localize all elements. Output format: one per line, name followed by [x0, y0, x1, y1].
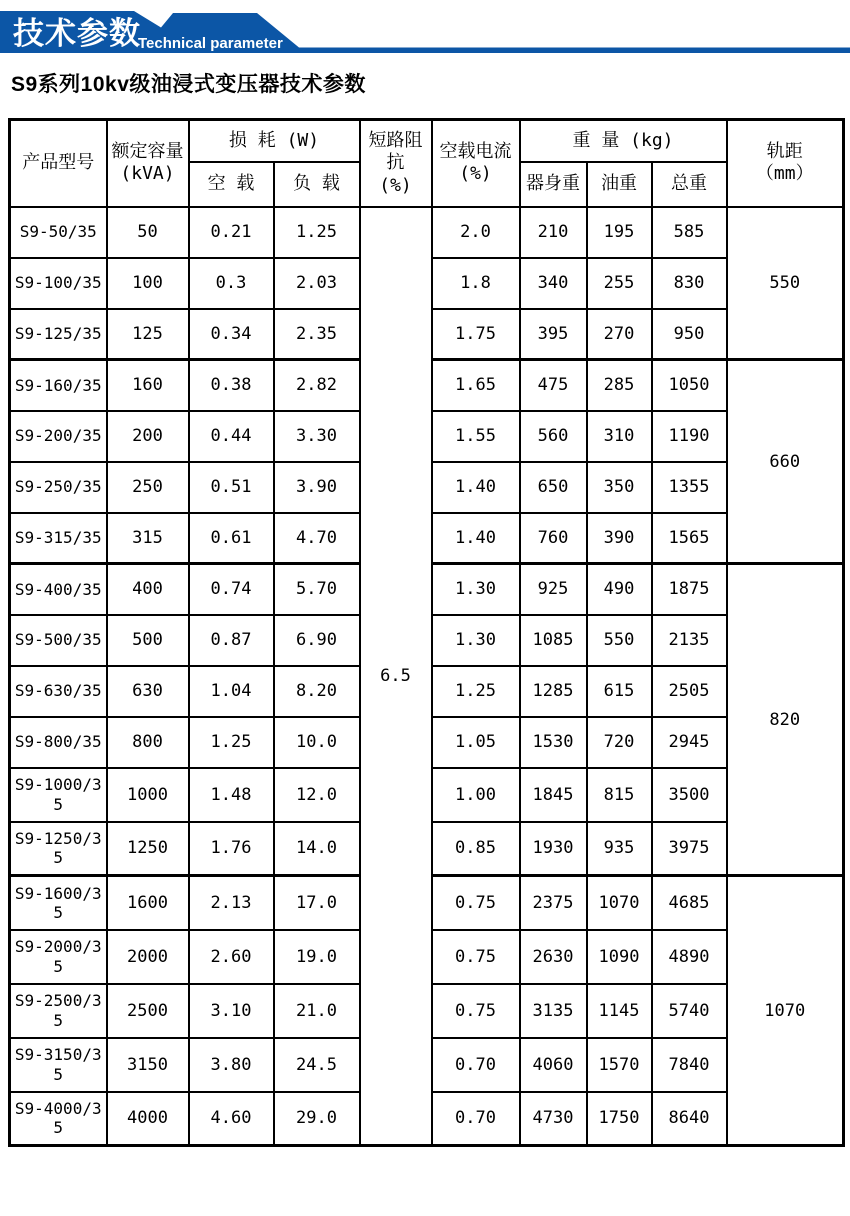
- cell-capacity: 1600: [107, 876, 189, 930]
- parameters-table: [8, 118, 845, 1147]
- cell-model: S9-400/35: [10, 564, 107, 615]
- cell-total-weight: 1050: [652, 360, 727, 411]
- cell-oil-weight: 1145: [587, 984, 652, 1038]
- cell-load-loss: 3.30: [274, 411, 360, 462]
- header-gauge-line1: 轨距: [766, 140, 803, 162]
- cell-model: S9-1600/35: [10, 876, 107, 930]
- header-gauge-line2: （mm）: [755, 163, 814, 185]
- cell-body-weight: 340: [520, 258, 587, 309]
- cell-current: 0.70: [432, 1038, 520, 1092]
- cell-model: S9-160/35: [10, 360, 107, 411]
- cell-no-load-loss: 3.10: [189, 984, 274, 1038]
- header-no-load-current-line2: (%): [459, 163, 492, 185]
- cell-current: 2.0: [432, 207, 520, 258]
- cell-oil-weight: 490: [587, 564, 652, 615]
- cell-total-weight: 1190: [652, 411, 727, 462]
- header-gauge: [727, 120, 844, 207]
- cell-total-weight: 4890: [652, 930, 727, 984]
- header-total-weight: 总重: [652, 162, 727, 207]
- cell-model: S9-50/35: [10, 207, 107, 258]
- cell-total-weight: 7840: [652, 1038, 727, 1092]
- cell-body-weight: 560: [520, 411, 587, 462]
- header-no-load-current: [432, 120, 520, 207]
- cell-no-load-loss: 0.44: [189, 411, 274, 462]
- cell-oil-weight: 720: [587, 717, 652, 768]
- cell-total-weight: 2135: [652, 615, 727, 666]
- cell-model: S9-1250/35: [10, 822, 107, 876]
- table-header: [10, 120, 844, 207]
- cell-body-weight: 1530: [520, 717, 587, 768]
- cell-body-weight: 1085: [520, 615, 587, 666]
- cell-load-loss: 3.90: [274, 462, 360, 513]
- header-short-circuit-line2: 抗: [386, 152, 405, 173]
- cell-capacity: 1250: [107, 822, 189, 876]
- cell-total-weight: 1565: [652, 513, 727, 564]
- cell-load-loss: 4.70: [274, 513, 360, 564]
- cell-capacity: 630: [107, 666, 189, 717]
- cell-current: 1.30: [432, 564, 520, 615]
- header-short-circuit-line1: 短路阻: [368, 129, 423, 151]
- cell-oil-weight: 815: [587, 768, 652, 822]
- cell-load-loss: 2.35: [274, 309, 360, 360]
- cell-current: 0.75: [432, 930, 520, 984]
- cell-oil-weight: 1070: [587, 876, 652, 930]
- cell-load-loss: 2.82: [274, 360, 360, 411]
- cell-total-weight: 3975: [652, 822, 727, 876]
- cell-total-weight: 830: [652, 258, 727, 309]
- cell-capacity: 200: [107, 411, 189, 462]
- cell-capacity: 2000: [107, 930, 189, 984]
- cell-body-weight: 650: [520, 462, 587, 513]
- cell-current: 0.75: [432, 984, 520, 1038]
- cell-oil-weight: 1090: [587, 930, 652, 984]
- cell-load-loss: 19.0: [274, 930, 360, 984]
- banner-subtitle: Technical parameter: [138, 35, 283, 52]
- cell-body-weight: 760: [520, 513, 587, 564]
- header-no-load-current-line1: 空载电流: [439, 140, 512, 162]
- cell-no-load-loss: 0.61: [189, 513, 274, 564]
- cell-current: 1.75: [432, 309, 520, 360]
- cell-load-loss: 29.0: [274, 1092, 360, 1146]
- page-title: S9系列10kv级油浸式变压器技术参数: [11, 73, 366, 96]
- cell-capacity: 50: [107, 207, 189, 258]
- cell-body-weight: 1845: [520, 768, 587, 822]
- cell-model: S9-800/35: [10, 717, 107, 768]
- cell-load-loss: 24.5: [274, 1038, 360, 1092]
- cell-current: 0.75: [432, 876, 520, 930]
- header-rated-capacity-line1: 额定容量: [111, 140, 184, 162]
- table-row: [10, 207, 844, 258]
- cell-oil-weight: 285: [587, 360, 652, 411]
- cell-total-weight: 2945: [652, 717, 727, 768]
- cell-current: 1.55: [432, 411, 520, 462]
- cell-no-load-loss: 1.76: [189, 822, 274, 876]
- cell-no-load-loss: 1.04: [189, 666, 274, 717]
- cell-oil-weight: 350: [587, 462, 652, 513]
- cell-model: S9-4000/35: [10, 1092, 107, 1146]
- cell-no-load-loss: 4.60: [189, 1092, 274, 1146]
- cell-capacity: 160: [107, 360, 189, 411]
- cell-current: 0.85: [432, 822, 520, 876]
- cell-total-weight: 1355: [652, 462, 727, 513]
- cell-capacity: 1000: [107, 768, 189, 822]
- cell-load-loss: 12.0: [274, 768, 360, 822]
- cell-gauge: 660: [727, 360, 844, 564]
- cell-current: 1.00: [432, 768, 520, 822]
- cell-current: 1.40: [432, 513, 520, 564]
- cell-model: S9-200/35: [10, 411, 107, 462]
- cell-oil-weight: 310: [587, 411, 652, 462]
- cell-capacity: 315: [107, 513, 189, 564]
- cell-capacity: 100: [107, 258, 189, 309]
- cell-load-loss: 2.03: [274, 258, 360, 309]
- header-rated-capacity-line2: (kVA): [120, 163, 175, 185]
- cell-current: 1.05: [432, 717, 520, 768]
- cell-body-weight: 4060: [520, 1038, 587, 1092]
- banner-title: 技术参数: [13, 16, 141, 51]
- cell-no-load-loss: 1.48: [189, 768, 274, 822]
- cell-oil-weight: 615: [587, 666, 652, 717]
- cell-no-load-loss: 0.74: [189, 564, 274, 615]
- cell-no-load-loss: 2.60: [189, 930, 274, 984]
- cell-model: S9-100/35: [10, 258, 107, 309]
- cell-model: S9-125/35: [10, 309, 107, 360]
- cell-body-weight: 925: [520, 564, 587, 615]
- cell-total-weight: 8640: [652, 1092, 727, 1146]
- cell-total-weight: 4685: [652, 876, 727, 930]
- cell-total-weight: 585: [652, 207, 727, 258]
- cell-model: S9-1000/35: [10, 768, 107, 822]
- header-weight: 重 量 (kg): [520, 120, 727, 162]
- header-oil-weight: 油重: [587, 162, 652, 207]
- cell-total-weight: 5740: [652, 984, 727, 1038]
- header-body-weight: 器身重: [520, 162, 587, 207]
- cell-body-weight: 395: [520, 309, 587, 360]
- cell-body-weight: 475: [520, 360, 587, 411]
- cell-oil-weight: 935: [587, 822, 652, 876]
- cell-capacity: 250: [107, 462, 189, 513]
- cell-oil-weight: 1570: [587, 1038, 652, 1092]
- cell-load-loss: 6.90: [274, 615, 360, 666]
- cell-oil-weight: 390: [587, 513, 652, 564]
- cell-capacity: 500: [107, 615, 189, 666]
- cell-model: S9-2000/35: [10, 930, 107, 984]
- cell-body-weight: 1930: [520, 822, 587, 876]
- cell-no-load-loss: 0.21: [189, 207, 274, 258]
- cell-model: S9-2500/35: [10, 984, 107, 1038]
- cell-body-weight: 4730: [520, 1092, 587, 1146]
- cell-no-load-loss: 0.3: [189, 258, 274, 309]
- cell-total-weight: 3500: [652, 768, 727, 822]
- cell-no-load-loss: 3.80: [189, 1038, 274, 1092]
- cell-capacity: 800: [107, 717, 189, 768]
- header-product-model: 产品型号: [10, 120, 107, 207]
- cell-model: S9-315/35: [10, 513, 107, 564]
- cell-current: 1.65: [432, 360, 520, 411]
- cell-oil-weight: 270: [587, 309, 652, 360]
- header-load-loss: 负 载: [274, 162, 360, 207]
- cell-body-weight: 2375: [520, 876, 587, 930]
- cell-current: 1.40: [432, 462, 520, 513]
- cell-load-loss: 8.20: [274, 666, 360, 717]
- cell-total-weight: 2505: [652, 666, 727, 717]
- cell-capacity: 2500: [107, 984, 189, 1038]
- header-short-circuit-impedance: [360, 120, 432, 207]
- cell-capacity: 125: [107, 309, 189, 360]
- header-loss: 损 耗 (W): [189, 120, 360, 162]
- cell-capacity: 3150: [107, 1038, 189, 1092]
- cell-gauge: 1070: [727, 876, 844, 1146]
- cell-oil-weight: 255: [587, 258, 652, 309]
- cell-no-load-loss: 2.13: [189, 876, 274, 930]
- cell-body-weight: 3135: [520, 984, 587, 1038]
- cell-capacity: 400: [107, 564, 189, 615]
- header-short-circuit-line3: (%): [379, 174, 412, 196]
- cell-no-load-loss: 0.51: [189, 462, 274, 513]
- cell-current: 1.25: [432, 666, 520, 717]
- cell-model: S9-630/35: [10, 666, 107, 717]
- cell-current: 0.70: [432, 1092, 520, 1146]
- table-body: [10, 207, 844, 1146]
- cell-capacity: 4000: [107, 1092, 189, 1146]
- cell-body-weight: 1285: [520, 666, 587, 717]
- cell-body-weight: 210: [520, 207, 587, 258]
- cell-no-load-loss: 0.38: [189, 360, 274, 411]
- cell-current: 1.30: [432, 615, 520, 666]
- cell-oil-weight: 195: [587, 207, 652, 258]
- cell-oil-weight: 1750: [587, 1092, 652, 1146]
- cell-total-weight: 950: [652, 309, 727, 360]
- cell-short-circuit-impedance: 6.5: [360, 207, 432, 1146]
- cell-load-loss: 14.0: [274, 822, 360, 876]
- header-rated-capacity: [107, 120, 189, 207]
- cell-current: 1.8: [432, 258, 520, 309]
- cell-body-weight: 2630: [520, 930, 587, 984]
- cell-gauge: 820: [727, 564, 844, 876]
- cell-no-load-loss: 0.87: [189, 615, 274, 666]
- cell-load-loss: 10.0: [274, 717, 360, 768]
- cell-load-loss: 5.70: [274, 564, 360, 615]
- cell-load-loss: 17.0: [274, 876, 360, 930]
- cell-oil-weight: 550: [587, 615, 652, 666]
- cell-load-loss: 21.0: [274, 984, 360, 1038]
- cell-no-load-loss: 1.25: [189, 717, 274, 768]
- cell-model: S9-250/35: [10, 462, 107, 513]
- cell-no-load-loss: 0.34: [189, 309, 274, 360]
- cell-load-loss: 1.25: [274, 207, 360, 258]
- header-no-load-loss: 空 载: [189, 162, 274, 207]
- cell-total-weight: 1875: [652, 564, 727, 615]
- cell-gauge: 550: [727, 207, 844, 360]
- cell-model: S9-3150/35: [10, 1038, 107, 1092]
- banner-ribbon: [0, 0, 850, 56]
- cell-model: S9-500/35: [10, 615, 107, 666]
